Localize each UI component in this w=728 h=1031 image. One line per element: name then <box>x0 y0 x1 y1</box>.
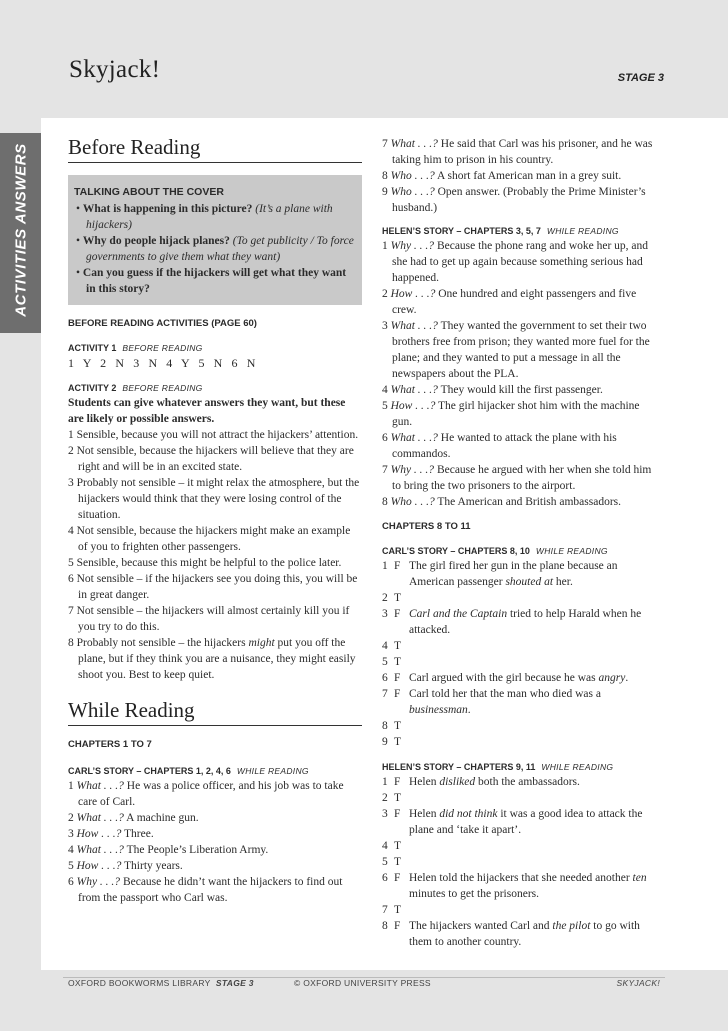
tf-item: 4 T <box>382 640 402 652</box>
tf-item: 1 F Helen disliked both the ambassadors. <box>382 776 580 788</box>
answer-item: 6 What . . .? He wanted to attack the plane with his commandos. <box>382 432 617 460</box>
activity-1-heading: ACTIVITY 1 BEFORE READING <box>68 343 203 353</box>
tf-item: 5 T <box>382 856 402 868</box>
tf-item: 7 F Carl told her that the man who died was a businessman. <box>382 688 601 716</box>
list-item: 6 Not sensible – if the hijackers see you doing this, you will be in great danger. <box>68 573 358 601</box>
tf-item: 8 F The hijackers wanted Carl and the pilot to go with them to another country. <box>382 920 640 948</box>
tf-item: 1 F The girl fired her gun in the plane because an American passenger shouted at her. <box>382 560 618 588</box>
stage-label: STAGE 3 <box>617 72 664 84</box>
answer-item: 3 What . . .? They wanted the government to set their two brothers free from prison; they wanted more fuel for the plane; and they wanted to put a message in all the newspapers about the PLA. <box>382 320 650 380</box>
answer-item: 7 Why . . .? Because he argued with her when she told him to bring the two prisoners to the airport. <box>382 464 652 492</box>
tf-item: 4 T <box>382 840 402 852</box>
carl-story-heading: CARL’S STORY – CHAPTERS 1, 2, 4, 6 WHILE READING <box>68 766 309 776</box>
tf-item: 5 T <box>382 656 402 668</box>
page-footer <box>0 970 728 1031</box>
activities-answers-label: ACTIVITIES ANSWERS <box>12 143 30 317</box>
tf-item: 3 F Carl and the Captain tried to help Harald when he attacked. <box>382 608 642 636</box>
answer-item: 5 How . . .? The girl hijacker shot him with the machine gun. <box>382 400 640 428</box>
activity-1-answers: 1 Y 2 N 3 N 4 Y 5 N 6 N <box>68 356 257 370</box>
cover-question: • Why do people hijack planes? (To get publicity / To force governments to give them what they want) <box>76 235 354 263</box>
tf-item: 8 T <box>382 720 402 732</box>
answer-item: 1 Why . . .? Because the phone rang and woke her up, and she had to get up again because something serious had happened. <box>382 240 649 284</box>
answer-item: 8 Who . . .? The American and British ambassadors. <box>382 496 622 508</box>
list-item: 2 Not sensible, because the hijackers will believe that they are right and will be in an excited state. <box>68 445 354 473</box>
chapters-1-7-heading: CHAPTERS 1 TO 7 <box>68 739 152 750</box>
answer-item: 2 How . . .? One hundred and eight passengers and five crew. <box>382 288 637 316</box>
activities-heading: BEFORE READING ACTIVITIES (PAGE 60) <box>68 318 257 329</box>
tf-item: 9 T <box>382 736 402 748</box>
answer-item: 7 What . . .? He said that Carl was his prisoner, and he was taking him to prison in his country. <box>382 138 653 166</box>
footer-book-title: SKYJACK! <box>616 978 660 988</box>
tf-item: 6 F Carl argued with the girl because he was angry. <box>382 672 629 684</box>
cover-question: • What is happening in this picture? (It’s a plane with hijackers) <box>76 203 333 231</box>
answer-item: 8 Who . . .? A short fat American man in a grey suit. <box>382 170 622 182</box>
cover-box-heading: TALKING ABOUT THE COVER <box>74 186 224 198</box>
activity-2-intro: Students can give whatever answers they want, but these are likely or possible answers. <box>68 397 346 425</box>
answer-item: 9 Who . . .? Open answer. (Probably the Prime Minister’s husband.) <box>382 186 646 214</box>
footer-library: OXFORD BOOKWORMS LIBRARY STAGE 3 <box>68 978 254 988</box>
answer-item: 1 What . . .? He was a police officer, and his job was to take care of Carl. <box>68 780 344 808</box>
helen-story-heading: HELEN’S STORY – CHAPTERS 3, 5, 7 WHILE READING <box>382 226 619 236</box>
list-item: 1 Sensible, because you will not attract the hijackers’ attention. <box>68 429 359 441</box>
answer-item: 3 How . . .? Three. <box>68 828 154 840</box>
left-column <box>68 134 362 906</box>
footer-publisher: © OXFORD UNIVERSITY PRESS <box>294 978 431 988</box>
tf-item: 3 F Helen did not think it was a good idea to attack the plane and ‘take it apart’. <box>382 808 643 836</box>
tf-item: 6 F Helen told the hijackers that she needed another ten minutes to get the prisoners. <box>382 872 647 900</box>
answer-item: 4 What . . .? They would kill the first passenger. <box>382 384 603 396</box>
chapters-8-11-heading: CHAPTERS 8 TO 11 <box>382 521 471 532</box>
tf-item: 7 T <box>382 904 402 916</box>
carl-story-2-heading: CARL’S STORY – CHAPTERS 8, 10 WHILE READING <box>382 546 608 556</box>
before-reading-title: Before Reading <box>68 134 362 163</box>
cover-question: • Can you guess if the hijackers will get what they want in this story? <box>76 267 347 295</box>
list-item: 7 Not sensible – the hijackers will almost certainly kill you if you try to do this. <box>68 605 350 633</box>
while-reading-title: While Reading <box>68 697 362 726</box>
tf-item: 2 T <box>382 592 402 604</box>
right-column <box>382 136 662 950</box>
helen-story-2-heading: HELEN’S STORY – CHAPTERS 9, 11 WHILE READING <box>382 762 614 772</box>
answer-item: 6 Why . . .? Because he didn’t want the hijackers to find out from the passport who Carl was. <box>68 876 343 904</box>
list-item: 5 Sensible, because this might be helpful to the police later. <box>68 557 342 569</box>
answer-item: 2 What . . .? A machine gun. <box>68 812 199 824</box>
tf-item: 2 T <box>382 792 402 804</box>
list-item: 8 Probably not sensible – the hijackers might put you off the plane, but if they think you are a nuisance, they might easily shoot you. Best to keep quiet. <box>68 637 356 681</box>
answer-item: 4 What . . .? The People’s Liberation Army. <box>68 844 269 856</box>
page-header <box>0 0 728 118</box>
answer-item: 5 How . . .? Thirty years. <box>68 860 183 872</box>
cover-box <box>68 175 362 305</box>
page-title: Skyjack! <box>69 56 161 83</box>
list-item: 4 Not sensible, because the hijackers might make an example of you to frighten other passengers. <box>68 525 351 553</box>
activity-2-heading: ACTIVITY 2 BEFORE READING <box>68 383 203 393</box>
list-item: 3 Probably not sensible – it might relax the atmosphere, but the hijackers would think that they were losing control of the situation. <box>68 477 360 521</box>
